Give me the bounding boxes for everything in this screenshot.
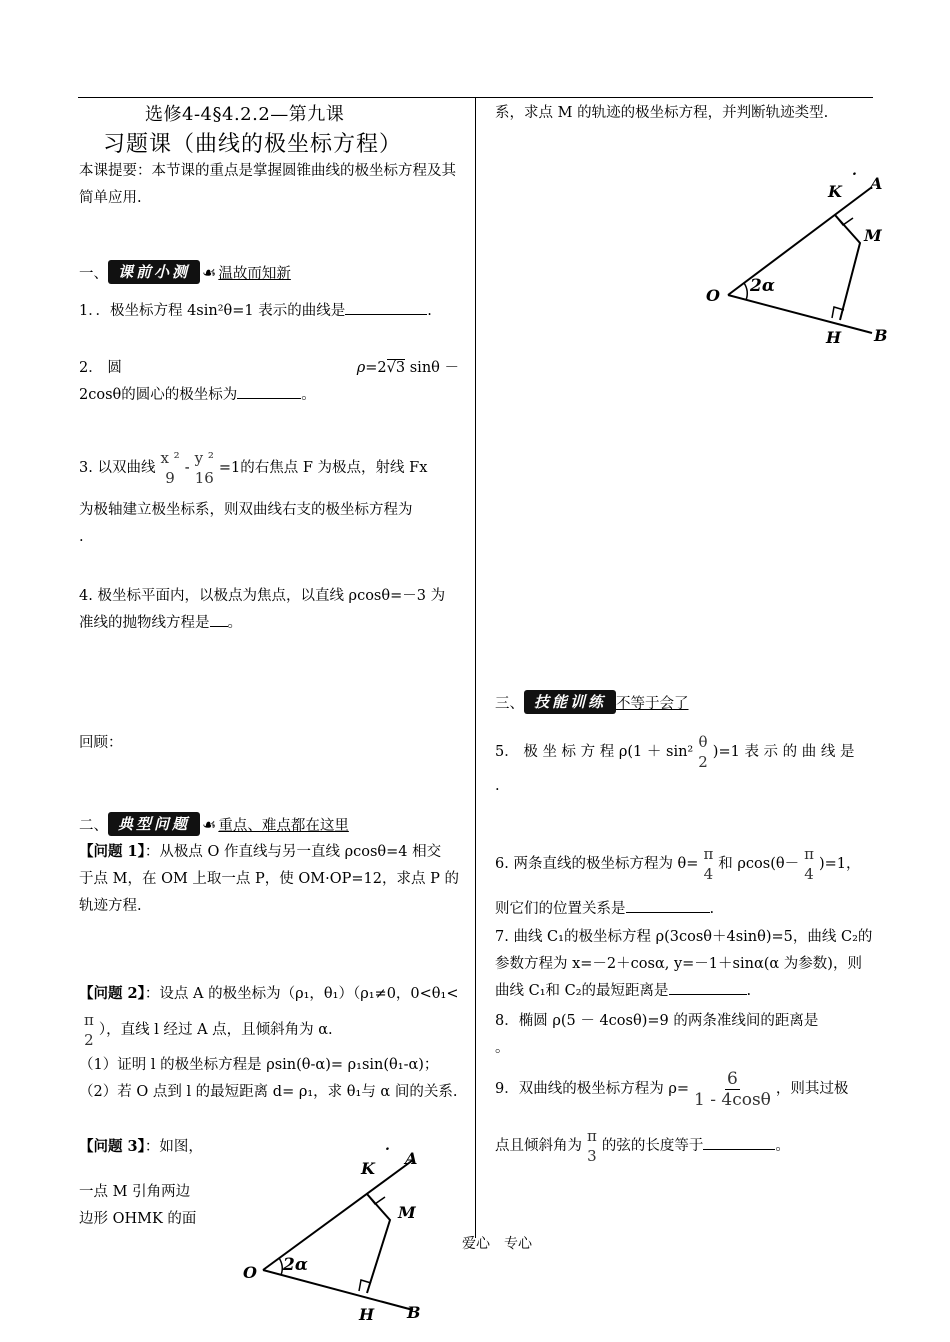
question-3-line1: 3. 以双曲线 x ² 9 - y ² 16 =1的右焦点 F 为极点，射线 Fx bbox=[79, 449, 428, 487]
lesson-intro: 本课提要：本节课的重点是掌握圆锥曲线的极坐标方程及其简单应用. bbox=[79, 163, 456, 206]
ornament-icon: ☙ bbox=[202, 262, 217, 282]
section-1-badge: 课前小测 bbox=[108, 260, 200, 284]
question-4: 4. 极坐标平面内，以极点为焦点，以直线 ρcosθ=－3 为 准线的抛物线方程是 。 bbox=[79, 588, 446, 631]
svg-text:M: M bbox=[864, 226, 882, 245]
section-2-header bbox=[79, 812, 349, 836]
question-5: 5． 极 坐 标 方 程 ρ(1 ＋ sin² θ 2 )=1 表 示 的 曲 线 是 . bbox=[495, 733, 855, 794]
svg-text:2α: 2α bbox=[750, 276, 775, 296]
answer-blank bbox=[210, 610, 228, 627]
question-1: 1．．极坐标方程 4sin²θ=1 表示的曲线是 . bbox=[79, 298, 459, 325]
question-6: 6. 两条直线的极坐标方程为 θ= π 4 和 ρcos(θ－ π 4 )=1， bbox=[495, 845, 861, 883]
question-3-rest: 为极轴建立极坐标系，则双曲线右支的极坐标方程为 . bbox=[79, 502, 413, 545]
section-2-badge: 典型问题 bbox=[108, 812, 200, 836]
answer-blank bbox=[345, 298, 427, 315]
question-7: 7. 曲线 C₁的极坐标方程 ρ(3cosθ＋4sinθ)=5，曲线 C₂的 参数方程为 x=－2＋cosα, y=－1＋sinα(α 为参数)，则 曲线 C₁和 C₂的最短距离是 . bbox=[495, 929, 873, 999]
problem-3-continued: 系，求点 M 的轨迹的极坐标方程，并判断轨迹类型. bbox=[495, 105, 829, 121]
problem-3: 【问题 3】：如图， 一点 M 引角两边 边形 OHMK 的面 bbox=[79, 1138, 203, 1227]
svg-text:.: . bbox=[852, 165, 857, 179]
review-label: 回顾： bbox=[79, 735, 123, 751]
section-2-prefix: 二、 bbox=[79, 817, 108, 834]
svg-text:2α: 2α bbox=[283, 1255, 308, 1275]
angle-figure-left bbox=[235, 1140, 435, 1330]
section-1-tagline: 温故而知新 bbox=[218, 265, 291, 282]
svg-text:K: K bbox=[361, 1159, 375, 1178]
svg-text:A: A bbox=[405, 1149, 418, 1168]
section-1-header bbox=[79, 260, 291, 284]
svg-text:M: M bbox=[398, 1203, 416, 1222]
problem-2: 【问题 2】：设点 A 的极坐标为（ρ₁，θ₁）（ρ₁≠0，0<θ₁< π 2 ），直线 l 经过 A 点，且倾斜角为 α. （1）证明 l 的极坐标方程是 ρsin(θ-α)= ρ₁sin(θ₁-α)； （2）若 O 点到 l 的最短距离 d= ρ₁，求 θ₁与 α 间的关系. bbox=[79, 985, 459, 1100]
question-9-cont: 点且倾斜角为 π 3 的弦的长度等于 。 bbox=[495, 1127, 790, 1165]
svg-text:O: O bbox=[706, 286, 720, 305]
answer-blank bbox=[669, 978, 747, 995]
svg-text:O: O bbox=[243, 1263, 257, 1282]
section-3-prefix: 三、 bbox=[495, 695, 524, 712]
svg-text:B: B bbox=[407, 1303, 421, 1322]
section-3-header bbox=[495, 690, 689, 714]
svg-text:K: K bbox=[828, 182, 842, 201]
answer-blank bbox=[626, 896, 710, 913]
svg-text:H: H bbox=[826, 328, 842, 347]
answer-blank bbox=[703, 1133, 775, 1150]
question-2: 2． 圆 ρ=2√3 sinθ － 2cosθ的圆心的极坐标为 。 bbox=[79, 360, 459, 403]
svg-text:.: . bbox=[385, 1140, 390, 1154]
angle-figure-right bbox=[700, 165, 900, 355]
svg-text:B: B bbox=[874, 326, 888, 345]
question-9: 9．双曲线的极坐标方程为 ρ= $\frac{6}{1 - 4\cos\theta}$ ，则其过极 bbox=[495, 1068, 849, 1110]
ornament-icon: ☙ bbox=[202, 814, 217, 834]
page-footer: 爱心 专心 bbox=[462, 1236, 532, 1252]
section-2-tagline: 重点、难点都在这里 bbox=[218, 817, 349, 834]
question-8: 8．椭圆 ρ(5 － 4cosθ)=9 的两条准线间的距离是 。 bbox=[495, 1013, 819, 1056]
svg-text:A: A bbox=[870, 174, 883, 193]
lesson-subtitle: 习题课（曲线的极坐标方程） bbox=[103, 132, 403, 157]
section-3-tagline: 不等于会了 bbox=[616, 695, 689, 712]
answer-blank bbox=[237, 382, 301, 399]
svg-text:H: H bbox=[359, 1305, 375, 1324]
question-6-answer: 则它们的位置关系是 . bbox=[495, 896, 875, 923]
problem-1: 【问题 1】：从极点 O 作直线与另一直线 ρcosθ=4 相交 于点 M，在 OM 上取一点 P，使 OM·OP=12，求点 P 的 轨迹方程. bbox=[79, 843, 459, 914]
lesson-title: 选修4-4§4.2.2—第九课 bbox=[145, 104, 345, 125]
section-3-badge: 技能训练 bbox=[524, 690, 616, 714]
section-1-prefix: 一、 bbox=[79, 265, 108, 282]
column-divider bbox=[475, 98, 476, 1238]
